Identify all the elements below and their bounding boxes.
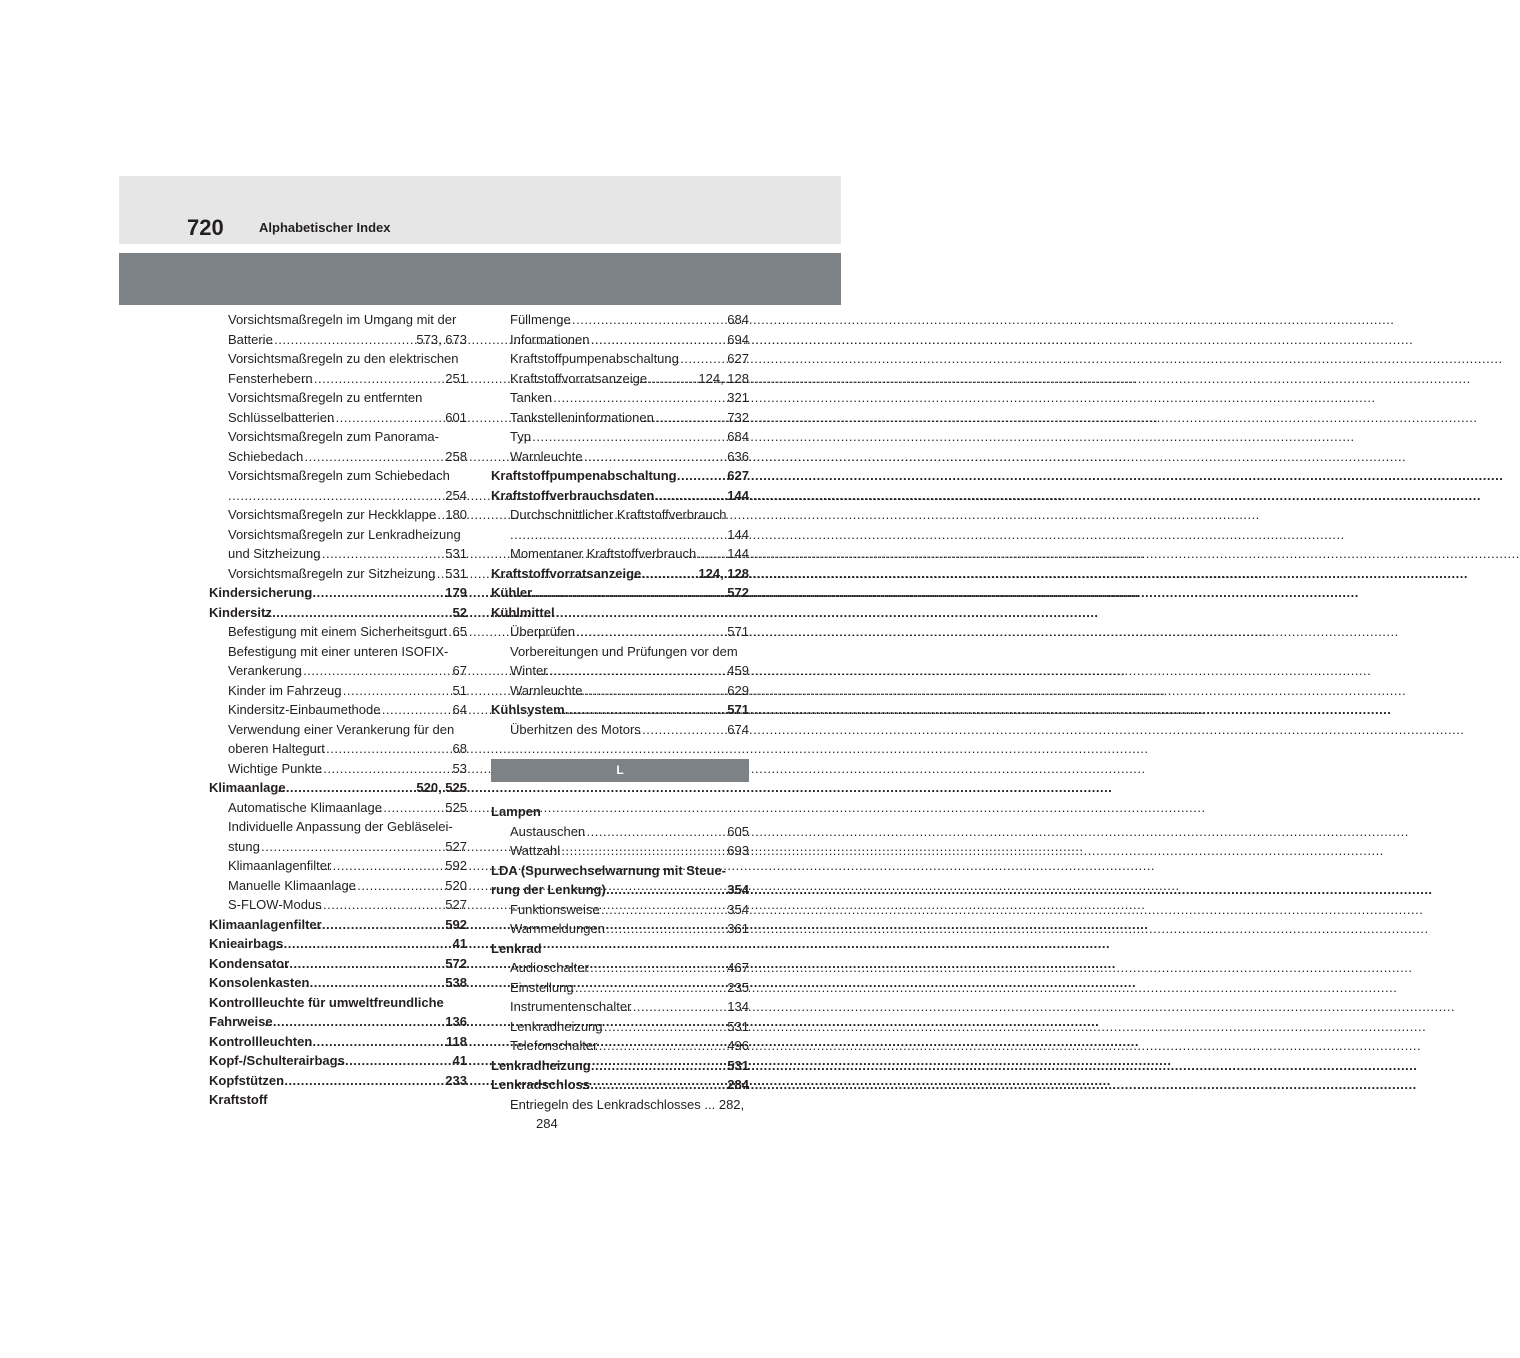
index-subentry: Befestigung mit einem Sicherheitsgurt ..... 65 [209, 622, 467, 642]
index-subentry: Einstellung ..... 235 [491, 978, 749, 998]
index-subentry: Instrumentenschalter ..... 134 [491, 997, 749, 1017]
index-entry: Klimaanlagenfilter ..... 592 [209, 915, 467, 935]
index-subentry: Kindersitz-Einbaumethode ..... 64 [209, 700, 467, 720]
index-entry: Kindersitz ..... 52 [209, 603, 467, 623]
index-subentry: Wattzahl ..... 693 [491, 841, 749, 861]
index-subentry: Individuelle Anpassung der Gebläselei- stung ..... 527 [209, 817, 467, 856]
index-entry: Lenkradheizung ..... 531 [491, 1056, 749, 1076]
index-subentry: Vorsichtsmaßregeln zur Sitzheizung ..... 531 [209, 564, 467, 584]
index-entry: Lampen [491, 804, 541, 819]
index-subentry: Manuelle Klimaanlage ..... 520 [209, 876, 467, 896]
index-subentry: Kraftstoffvorratsanzeige ..... 124, 128 [491, 369, 749, 389]
index-subentry: Vorsichtsmaßregeln zur Heckklappe ..... 180 [209, 505, 467, 525]
index-subentry: Vorbereitungen und Prüfungen vor dem Winter ..... 459 [491, 642, 749, 681]
index-subentry: Tanken ..... 321 [491, 388, 749, 408]
index-subentry: Vorsichtsmaßregeln zur Lenkradheizung und Sitzheizung ..... 531 [209, 525, 467, 564]
index-subentry: Telefonschalter ..... 496 [491, 1036, 749, 1056]
index-entry: LDA (Spurwechselwarnung mit Steue- rung der Lenkung) ..... 354 [491, 861, 749, 900]
index-entry: Kühlsystem ..... 571 [491, 700, 749, 720]
index-entry: Knieairbags ..... 41 [209, 934, 467, 954]
index-subentry: Vorsichtsmaßregeln zum Panorama- Schiebedach ..... 258 [209, 427, 467, 466]
index-subentry: Funktionsweise ..... 354 [491, 900, 749, 920]
index-subentry: Überprüfen ..... 571 [491, 622, 749, 642]
index-subentry: Audioschalter ..... 467 [491, 958, 749, 978]
index-subentry: Tankstelleninformationen ..... 732 [491, 408, 749, 428]
index-subentry: Überhitzen des Motors ..... 674 [491, 720, 749, 740]
index-subentry: S-FLOW-Modus ..... 527 [209, 895, 467, 915]
index-subentry: Typ ..... 684 [491, 427, 749, 447]
index-subentry: Automatische Klimaanlage ..... 525 [209, 798, 467, 818]
index-entry: Lenkrad [491, 940, 542, 956]
letter-section-header: L [491, 759, 749, 782]
index-subentry: Verwendung einer Verankerung für den oberen Haltegurt ..... 68 [209, 720, 467, 759]
index-entry: Kontrollleuchten ..... 118 [209, 1032, 467, 1052]
index-entry: Kopf-/Schulterairbags ..... 41 [209, 1051, 467, 1071]
index-subentry: Kraftstoffpumpenabschaltung ..... 627 [491, 349, 749, 369]
index-entry: Kindersicherung ..... 179 [209, 583, 467, 603]
index-subentry: Füllmenge ..... 684 [491, 310, 749, 330]
header-band [119, 253, 841, 305]
index-subentry: Warnmeldungen ..... 361 [491, 919, 749, 939]
index-subentry: Lenkradheizung ..... 531 [491, 1017, 749, 1037]
index-subentry: Warnleuchte ..... 629 [491, 681, 749, 701]
index-subentry: Austauschen ..... 605 [491, 822, 749, 842]
index-subentry: Vorsichtsmaßregeln im Umgang mit der Batterie ..... 573, 673 [209, 310, 467, 349]
index-entry: Konsolenkasten ..... 538 [209, 973, 467, 993]
index-subentry: Kinder im Fahrzeug ..... 51 [209, 681, 467, 701]
index-entry: Lenkradschloss ..... 284 [491, 1075, 749, 1095]
index-entry: Klimaanlage ..... 520, 525 [209, 778, 467, 798]
index-subentry: Momentaner Kraftstoffverbrauch ..... 144 [491, 544, 749, 564]
index-subentry: Durchschnittlicher Kraftstoffverbrauch ..... 144 [491, 505, 749, 544]
index-entry: Kraftstoffverbrauchsdaten ..... 144 [491, 486, 749, 506]
index-subentry: Warnleuchte ..... 636 [491, 447, 749, 467]
index-entry: Kühler ..... 572 [491, 583, 749, 603]
index-subentry: Informationen ..... 694 [491, 330, 749, 350]
index-subentry: Vorsichtsmaßregeln zum Schiebedach ..... 254 [209, 466, 467, 505]
index-entry: Kraftstoffvorratsanzeige ..... 124, 128 [491, 564, 749, 584]
index-column-right [491, 310, 749, 1134]
page-header [119, 176, 841, 244]
index-subentry: Vorsichtsmaßregeln zu entfernten Schlüsselbatterien ..... 601 [209, 388, 467, 427]
index-entry: Kühlmittel [491, 604, 555, 620]
section-title: Alphabetischer Index [259, 220, 391, 235]
index-subentry: Klimaanlagenfilter ..... 592 [209, 856, 467, 876]
index-entry: Kraftstoff [209, 1092, 268, 1107]
index-entry: Kontrollleuchte für umweltfreundliche Fahrweise ..... 136 [209, 993, 467, 1032]
index-subentry: Befestigung mit einer unteren ISOFIX- Verankerung ..... 67 [209, 642, 467, 681]
index-subentry: Entriegeln des Lenkradschlosses ... 282, 284 [510, 1096, 745, 1131]
index-entry: Kopfstützen ..... 233 [209, 1071, 467, 1091]
page-number: 720 [187, 215, 224, 240]
index-column-left [209, 310, 467, 1110]
index-entry: Kraftstoffpumpenabschaltung ..... 627 [491, 466, 749, 486]
index-subentry: Wichtige Punkte ..... 53 [209, 759, 467, 779]
index-subentry: Vorsichtsmaßregeln zu den elektrischen Fensterhebern ..... 251 [209, 349, 467, 388]
index-entry: Kondensator ..... 572 [209, 954, 467, 974]
